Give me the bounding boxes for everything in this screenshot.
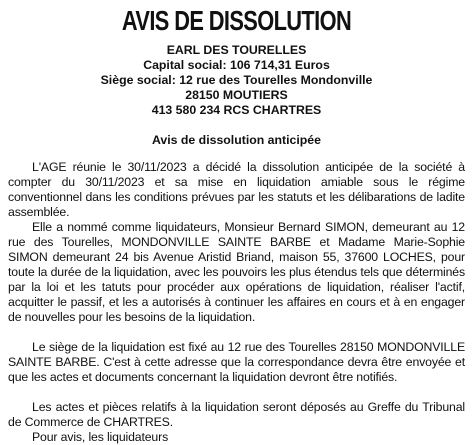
paragraph-liquidation-seat: Le siège de la liquidation est fixé au 12 rue des Tourelles 28150 MONDONVILLE SAINTE BARBE. C'est à cette adresse que la correspondance devra être envoyée et que les actes et documents concernant la liquidation devront être notifiés.: [8, 340, 465, 384]
paragraph-decision: L'AGE réunie le 30/11/2023 a décidé la dissolution anticipée de la société à compter du 30/11/2023 et sa mise en liquidation amiable sous le régime conventionnel dans les conditions prévues par les statuts et les délibarations de ladite assemblée.: [8, 160, 465, 219]
company-registration: 413 580 234 RCS CHARTRES: [151, 103, 322, 117]
company-capital: Capital social: 106 714,31 Euros: [143, 58, 330, 72]
notice-headline: AVIS DE DISSOLUTION: [121, 5, 352, 36]
paragraph-liquidators: Elle a nommé comme liquidateurs, Monsieur Bernard SIMON, demeurant au 12 rue des Tourelles, MONDONVILLE SAINTE BARBE et Madame Marie-Sophie SIMON demeurant 24 bis Avenue Aristid Briand, maison 55, 37600 LOCHES, pour toute la durée de la liquidation, avec les pouvoirs les plus étendus tels que déterminés par la loi et les tatuts pour procéder aux opérations de liquidation, réaliser l'actif, acquitter le passif, et les a autorisés à continuer les affaires en cours et à en engager de nouvelles pour les besoins de la liquidation.: [8, 220, 465, 324]
notice-subtitle: Avis de dissolution anticipée: [151, 133, 321, 147]
company-name: EARL DES TOURELLES: [166, 43, 307, 57]
company-postal-city: 28150 MOUTIERS: [185, 88, 288, 102]
company-block: [8, 43, 465, 118]
company-seat: Siège social: 12 rue des Tourelles Mondonville: [100, 73, 373, 87]
paragraph-signature: Pour avis, les liquidateurs: [32, 430, 169, 444]
notice-body: [8, 160, 465, 445]
paragraph-filing: Les actes et pièces relatifs à la liquidation seront déposés au Greffe du Tribunal de Commerce de CHARTRES.: [8, 400, 465, 429]
